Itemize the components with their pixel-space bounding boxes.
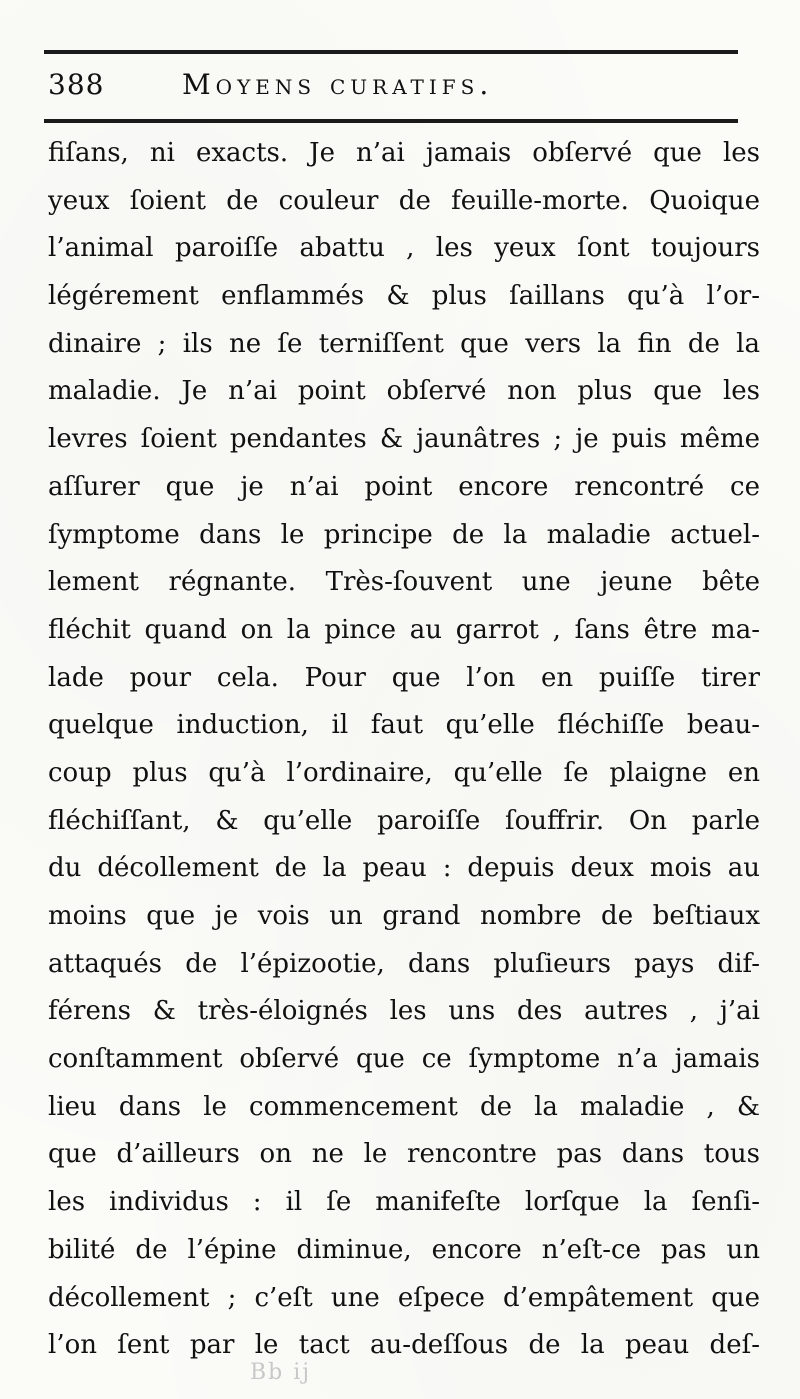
text-line: du décollement de la peau : depuis deux mois au [48,853,760,884]
text-line: légérement enflammés & plus ſaillans qu’à l’or- [48,281,760,312]
text-line: dinaire ; ils ne ſe terniſſent que vers la fin de la [48,328,760,359]
text-line: les individus : il ſe manifeſte lorſque la ſenſi- [48,1187,760,1218]
header-top-rule [44,50,738,54]
text-line: l’animal paroiſſe abattu , les yeux ſont toujours [48,233,760,264]
text-line: lement régnante. Très-ſouvent une jeune bête [48,567,760,598]
text-line: que d’ailleurs on ne le rencontre pas dans tous [48,1139,760,1170]
text-line: yeux ſoient de couleur de feuille-morte. Quoique [48,185,760,216]
text-line: bilité de l’épine diminue, encore n’eſt-ce pas un [48,1234,760,1265]
text-line: attaqués de l’épizootie, dans pluſieurs pays dif- [48,948,760,979]
running-title: Moyens curatifs. [182,68,494,101]
text-line: maladie. Je n’ai point obſervé non plus que les [48,376,760,407]
text-line: ſymptome dans le principe de la maladie actuel- [48,519,760,550]
text-line: férens & très-éloignés les uns des autres , j’ai [48,996,760,1027]
text-line: conſtamment obſervé que ce ſymptome n’a jamais [48,1044,760,1075]
page-header [44,66,738,106]
page-number: 388 [48,68,105,101]
text-line: moins que je vois un grand nombre de beſtiaux [48,901,760,931]
text-line: l’on ſent par le tact au-deſſous de la peau deſ- [48,1330,760,1361]
text-line: aſſurer que je n’ai point encore rencontré ce [48,471,760,502]
text-line: lieu dans le commencement de la maladie , & [48,1091,760,1122]
text-line: coup plus qu’à l’ordinaire, qu’elle ſe plaigne en [48,757,760,788]
text-line: décollement ; c’eſt une eſpece d’empâtement que [48,1282,760,1313]
text-line: fiſans, ni exacts. Je n’ai jamais obſervé que les [48,138,760,168]
text-line: fléchiſſant, & qu’elle paroiſſe ſouffrir. On parle [48,805,760,836]
text-line: fléchit quand on la pince au garrot , ſans être ma- [48,614,760,645]
text-line: quelque induction, il faut qu’elle fléchiſſe beau- [48,710,760,741]
body-text [48,130,760,1370]
header-bottom-rule [44,119,738,123]
text-line: lade pour cela. Pour que l’on en puiſſe tirer [48,662,760,693]
text-line: levres ſoient pendantes & jaunâtres ; je puis même [48,424,760,455]
printer-signature-mark: Bb ij [250,1360,312,1385]
